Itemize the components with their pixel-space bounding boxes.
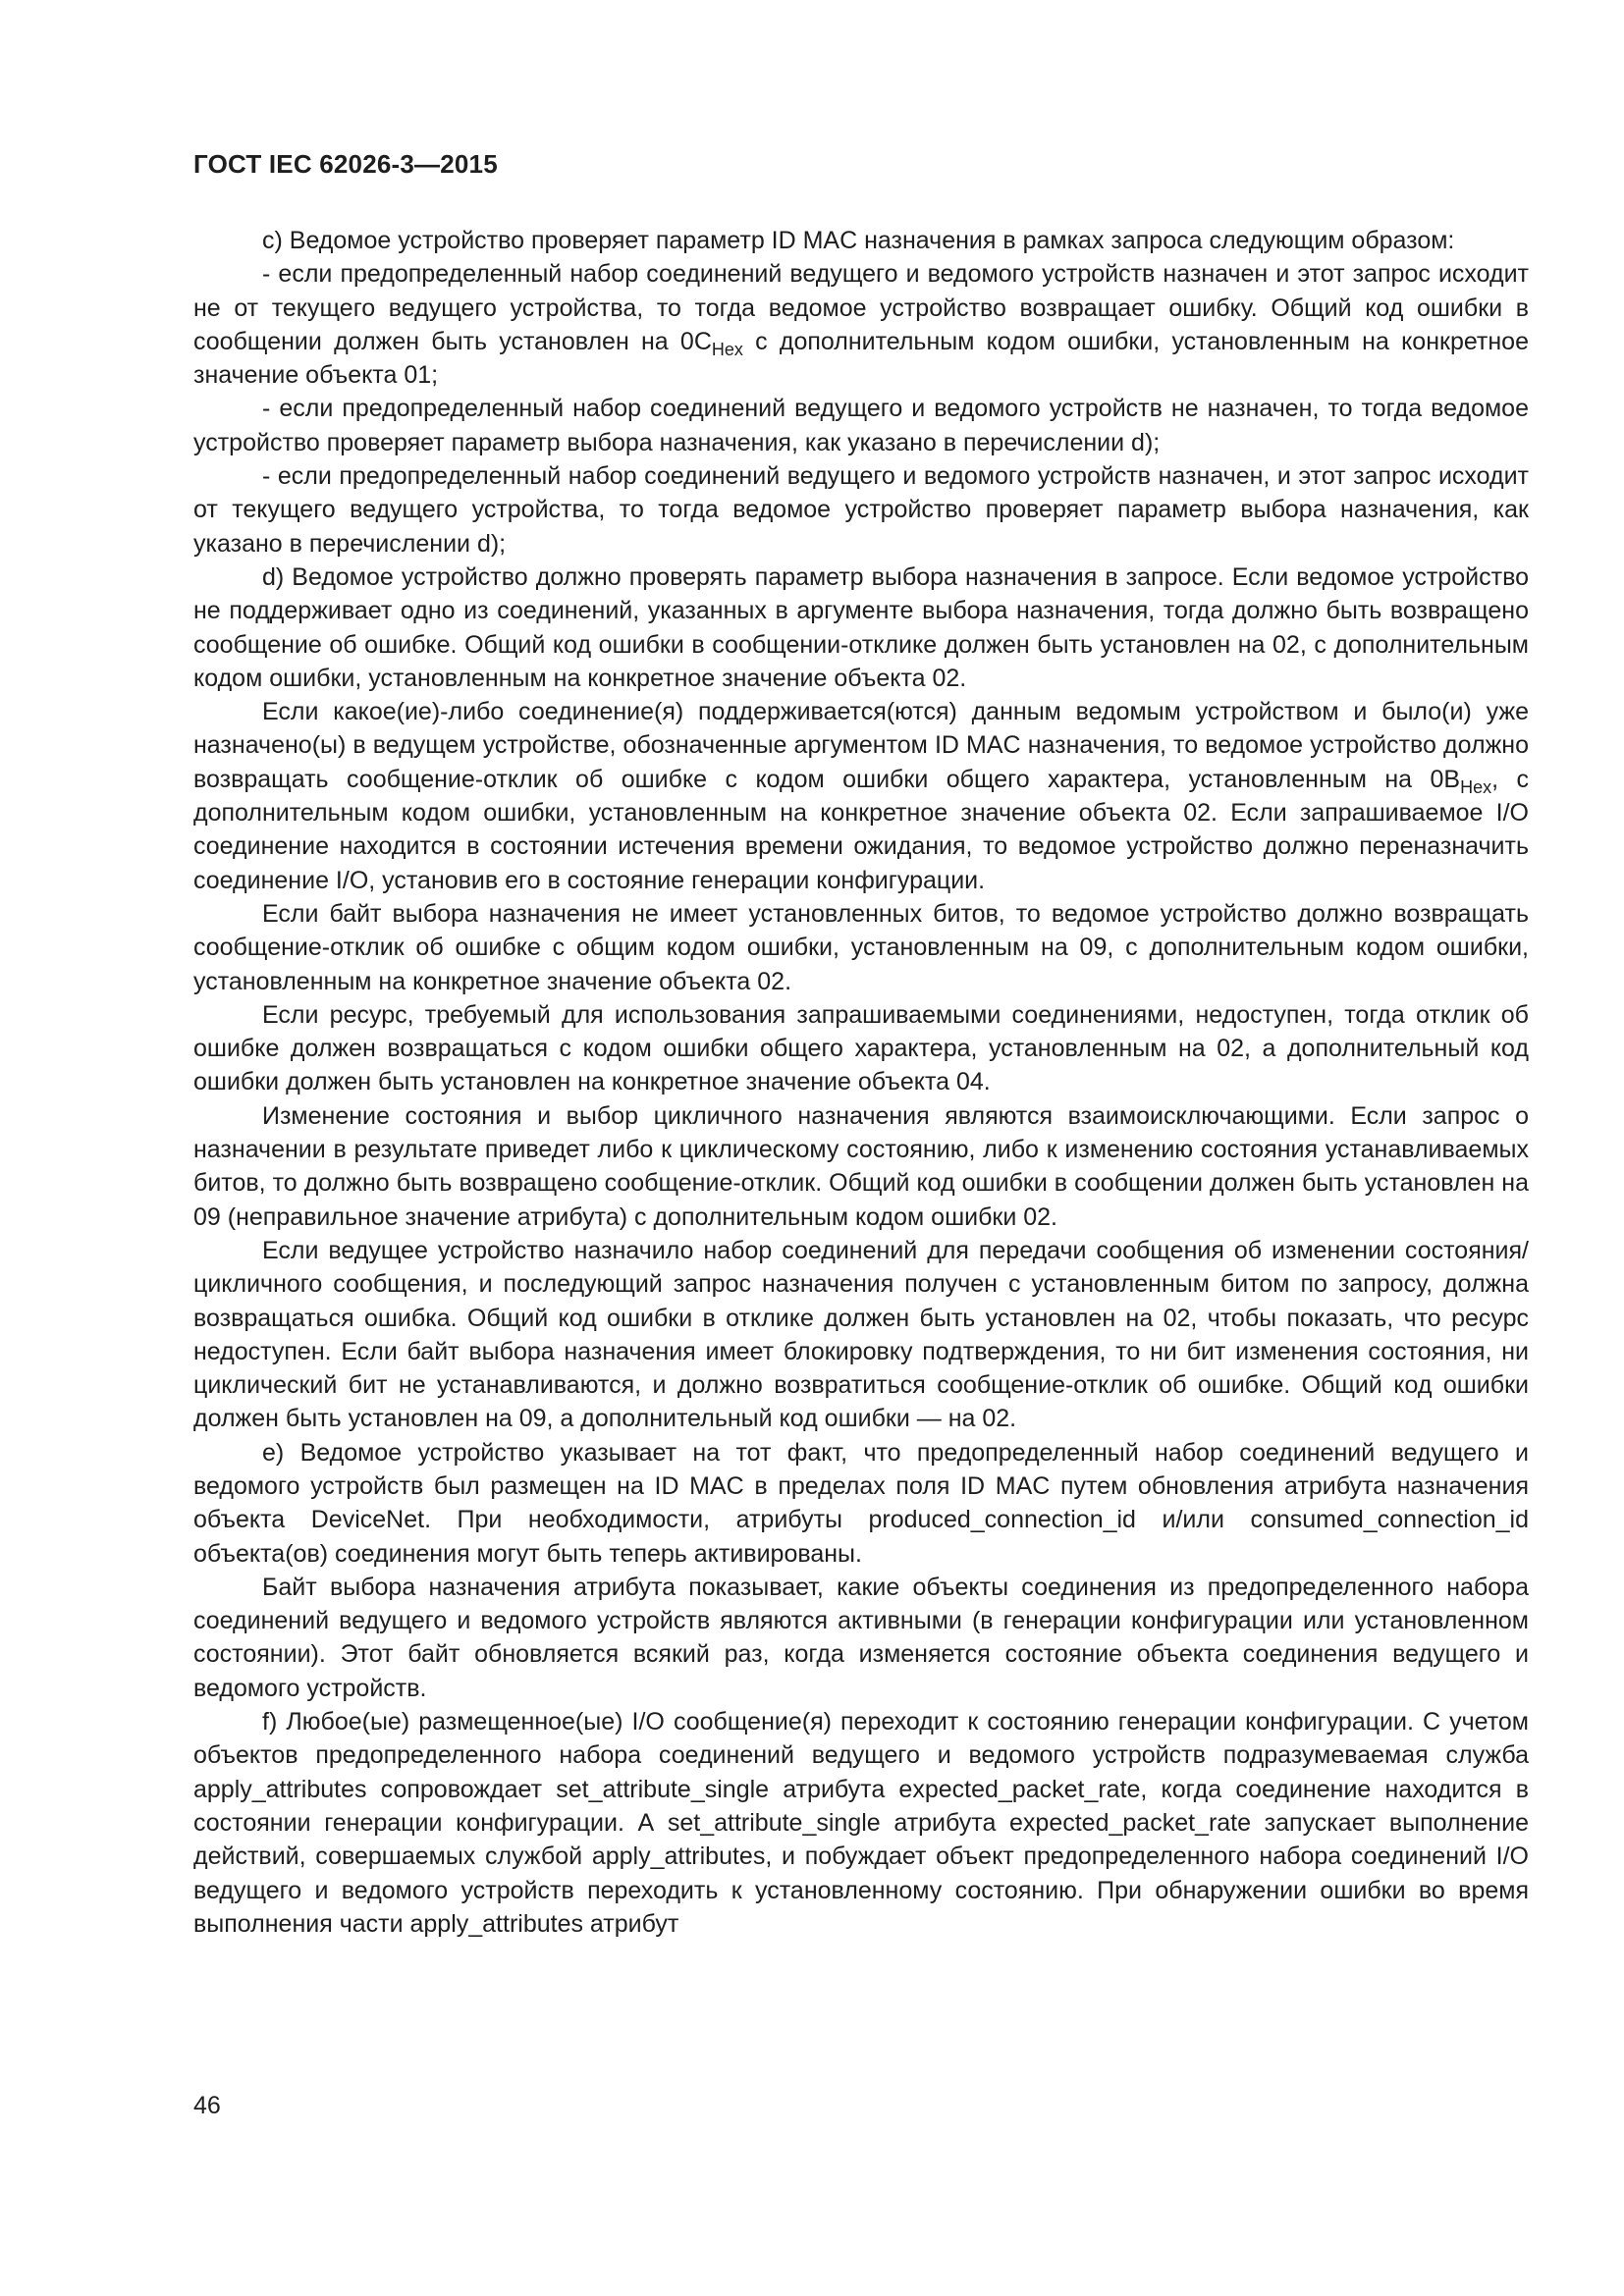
paragraph-c-item-1: - если предопределенный набор соединений ведущего и ведомого устройств назначен и этот запрос исходит не от текущего ведущего устройства, то тогда ведомое устройство возвращает ошибку. Общий код ошибки в сообщении должен быть установлен на $0C_{Hex}$ с дополнительным кодом ошибки, установленным на конкретное значение объекта 01;: [193, 260, 1529, 390]
hex-subscript: Hex: [711, 339, 743, 359]
paragraph-c: c) Ведомое устройство проверяет параметр ID MAC назначения в рамках запроса следующим образом:: [262, 227, 1455, 254]
document-header: ГОСТ IEC 62026-3—2015: [193, 149, 498, 179]
paragraph: Если ресурс, требуемый для использования запрашиваемыми соединениями, недоступен, тогда отклик об ошибке должен возвращаться с кодом ошибки общего характера, установленным на 02, а дополнительный код ошибки должен быть установлен на конкретное значение объекта 04.: [193, 1000, 1529, 1096]
paragraph: Если ведущее устройство назначило набор соединений для передачи сообщения об изменении состояния/цикличного сообщения, и последующий запрос назначения получен с установленным битом по запросу, должна возвращаться ошибка. Общий код ошибки в отклике должен быть установлен на 02, чтобы показать, что ресурс недоступен. Если байт выбора назначения имеет блокировку подтверждения, то ни бит изменения состояния, ни циклический бит не устанавливаются, и должно возвратиться сообщение-отклик об ошибке. Общий код ошибки должен быть установлен на 09, а дополнительный код ошибки — на 02.: [193, 1236, 1529, 1433]
paragraph: Байт выбора назначения атрибута показывает, какие объекты соединения из предопределенного набора соединений ведущего и ведомого устройств являются активными (в генерации конфигурации или установленном состоянии). Этот байт обновляется всякий раз, когда изменяется состояние объекта соединения ведущего и ведомого устройств.: [193, 1573, 1529, 1702]
body-text: [193, 224, 1529, 1941]
hex-subscript: Hex: [1460, 776, 1492, 797]
paragraph-c-item-2: - если предопределенный набор соединений ведущего и ведомого устройств не назначен, то тогда ведомое устройство проверяет параметр выбора назначения, как указано в перечислении d);: [193, 395, 1529, 456]
page-number: 46: [193, 2092, 221, 2119]
paragraph-e: e) Ведомое устройство указывает на тот факт, что предопределенный набор соединений ведущего и ведомого устройств был размещен на ID MAC в пределах поля ID MAC путем обновления атрибута назначения объекта DeviceNet. При необходимости, атрибуты produced_connection_id и/или consumed_​connection_id объекта(ов) соединения могут быть теперь активированы.: [193, 1438, 1529, 1568]
paragraph-f: f) Любое(ые) размещенное(ые) I/O сообщение(я) переходит к состоянию генерации конфигурации. С учетом объектов предопределенного набора соединений ведущего и ведомого устройств подразумеваемая служба apply_attributes сопровождает set_attribute_single атрибута expected_packet_rate, когда соединение находится в состоянии генерации конфигурации. А set_attribute_single атрибута expected_packet_rate запускает выполнение действий, совершаемых службой apply_attributes, и побуждает объект предопределенного набора соединений I/O ведущего и ведомого устройств переходить к установленному состоянию. При обнаружении ошибки во время выполнения части apply_attributes атрибут: [193, 1708, 1529, 1938]
paragraph: Если байт выбора назначения не имеет установленных битов, то ведомое устройство должно возвращать сообщение-отклик об ошибке с общим кодом ошибки, установленным на 09, с дополнительным кодом ошибки, установленным на конкретное значение объекта 02.: [193, 899, 1529, 995]
paragraph-c-item-3: - если предопределенный набор соединений ведущего и ведомого устройств назначен, и этот запрос исходит от текущего ведущего устройства, то тогда ведомое устройство проверяет параметр выбора назначения, как указано в перечислении d);: [193, 462, 1529, 558]
paragraph: Изменение состояния и выбор цикличного назначения являются взаимоисключающими. Если запрос о назначении в результате приведет либо к циклическому состоянию, либо к изменению состояния устанавливаемых битов, то должно быть возвращено сообщение-отклик. Общий код ошибки в сообщении должен быть установлен на 09 (неправильное значение атрибута) с дополнительным кодом ошибки 02.: [193, 1101, 1529, 1231]
paragraph: Если какое(ие)-либо соединение(я) поддерживается(ются) данным ведомым устройством и было(и) уже назначено(ы) в ведущем устройстве, обозначенные аргументом ID MAC назначения, то ведомое устройство должно возвращать сообщение-отклик об ошибке с кодом ошибки общего характера, установленным на $0B_{Hex}$, с дополнительным кодом ошибки, установленным на конкретное значение объекта 02. Если запрашиваемое I/O соединение находится в состоянии истечения времени ожидания, то ведомое устройство должно переназначить соединение I/O, установив его в состояние генерации конфигурации.: [193, 698, 1529, 894]
paragraph-d: d) Ведомое устройство должно проверять параметр выбора назначения в запросе. Если ведомое устройство не поддерживает одно из соединений, указанных в аргументе выбора назначения, тогда должно быть возвращено сообщение об ошибке. Общий код ошибки в сообщении-отклике должен быть установлен на 02, с дополнительным кодом ошибки, установленным на конкретное значение объекта 02.: [193, 562, 1529, 692]
